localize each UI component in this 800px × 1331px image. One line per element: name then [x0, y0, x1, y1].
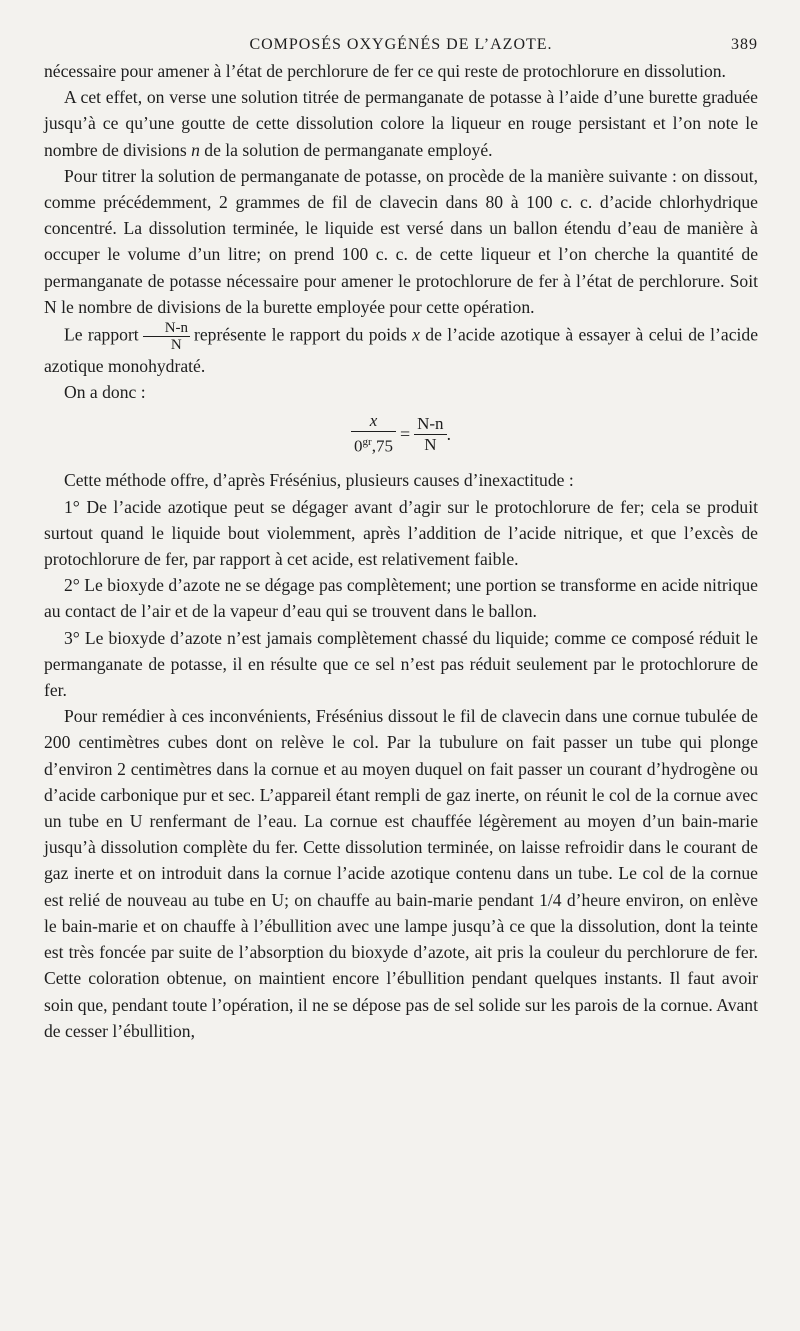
paragraph: Pour remédier à ces inconvénients, Frésénius dissout le fil de clavecin dans une cornue tubulée de 200 centimètres cubes dont on relève le col. Par la tubulure on fait passer un tube qui plonge d’environ 2 centimètres dans la cornue et au moyen duquel on fait passer un courant d’hydrogène ou d’acide carbonique pur et sec. L’appareil étant rempli de gaz inerte, on réunit le col de la cornue avec un tube en U renfermant de l’eau. La cornue est chauffée légèrement au moyen d’un bain-marie jusqu’à dissolution complète du fer. Cette dissolution terminée, on laisse refroidir dans le courant de gaz inerte et on introduit dans la cornue l’acide azotique contenu dans un tube. Le col de la cornue est relié de nouveau au tube en U; on chauffe au bain-marie pendant 1/4 d’heure environ, on enlève le bain-marie et on chauffe à l’ébullition avec une lampe jusqu’à ce que la dissolution, dont la teinte est très foncée par suite de l’absorption du bioxyde d’azote, ait pris la couleur du perchlorure de fer. Cette coloration obtenue, on maintient encore l’ébullition pendant quelques instants. Il faut avoir soin que, pendant toute l’opération, il ne se dépose pas de sel solide sur les parois de la cornue. Avant de cesser l’ébullition, [44, 706, 758, 1041]
paragraph: nécessaire pour amener à l’état de perchlorure de fer ce qui reste de protochlorure en dissolution. [44, 61, 726, 81]
fraction-numerator: N-n [143, 320, 190, 337]
formula-left-denominator: $0^{gr},75$ [354, 436, 393, 457]
formula-right-numerator: N-n [414, 414, 446, 435]
formula-right-denominator: N [424, 434, 437, 454]
paragraph: 1° De l’acide azotique peut se dégager avant d’agir sur le protochlorure de fer; cela se produit surtout quand le liquide bout violemment, après l’addition de l’acide nitrique, et que l’excès de protochlorure de fer, par rapport à cet acide, est relativement faible. [44, 496, 758, 570]
paragraph: Cette méthode offre, d’après Frésénius, plusieurs causes d’inexactitude : [64, 470, 574, 491]
variable-n: n [191, 139, 200, 160]
running-header [44, 32, 758, 58]
page-body [44, 58, 758, 1044]
running-title: COMPOSÉS OXYGÉNÉS DE L’AZOTE. [249, 36, 553, 53]
inline-fraction [143, 320, 190, 353]
paragraph: Pour titrer la solution de permanganate de potasse, on procède de la manière suivante : on dissout, comme précédemment, 2 grammes de fil de clavecin dans 80 à 100 c. c. d’acide chlorhydrique concentré. La dissolution terminée, le liquide est versé dans un ballon étendu d’eau de manière à occuper le volume d’un litre; on prend 100 c. c. de cette liqueur et l’on cherche la quantité de permanganate de potasse nécessaire pour amener le protochlorure de fer à l’état de perchlorure. Soit N le nombre de divisions de la burette employée pour cette opération. [44, 165, 758, 317]
page-number: 389 [731, 36, 758, 53]
paragraph: 2° Le bioxyde d’azote ne se dégage pas complètement; une portion se transforme en acide nitrique au contact de l’air et de la vapeur d’eau qui se trouvent dans le ballon. [44, 575, 758, 622]
formula-left-fraction [351, 411, 396, 457]
variable-x: x [412, 324, 420, 345]
equals-sign: = [399, 424, 411, 445]
fraction-denominator: N [170, 337, 182, 354]
paragraph: On a donc : [64, 382, 146, 403]
formula-left-numerator: x [351, 411, 396, 432]
paragraph: A cet effet, on verse une solution titrée de permanganate de potasse à l’aide d’une burette graduée jusqu’à ce qu’une goutte de cette dissolution colore la liqueur en rouge persistant et l’on note le nombre de divisions n de la solution de permanganate employé. [44, 87, 758, 160]
formula-right-fraction [414, 414, 446, 455]
formula-period: . [446, 424, 451, 445]
paragraph: 3° Le bioxyde d’azote n’est jamais complètement chassé du liquide; comme ce composé réduit le permanganate de potasse, il en résulte que ce sel n’est pas réduit seulement par le protochlorure de fer. [44, 627, 758, 701]
paragraph-ratio: Le rapport $\frac{N-n}{N}$ représente le rapport du poids x de l’acide azotique à essayer à celui de l’acide azotique monohydraté. [44, 320, 758, 377]
formula [44, 405, 758, 467]
